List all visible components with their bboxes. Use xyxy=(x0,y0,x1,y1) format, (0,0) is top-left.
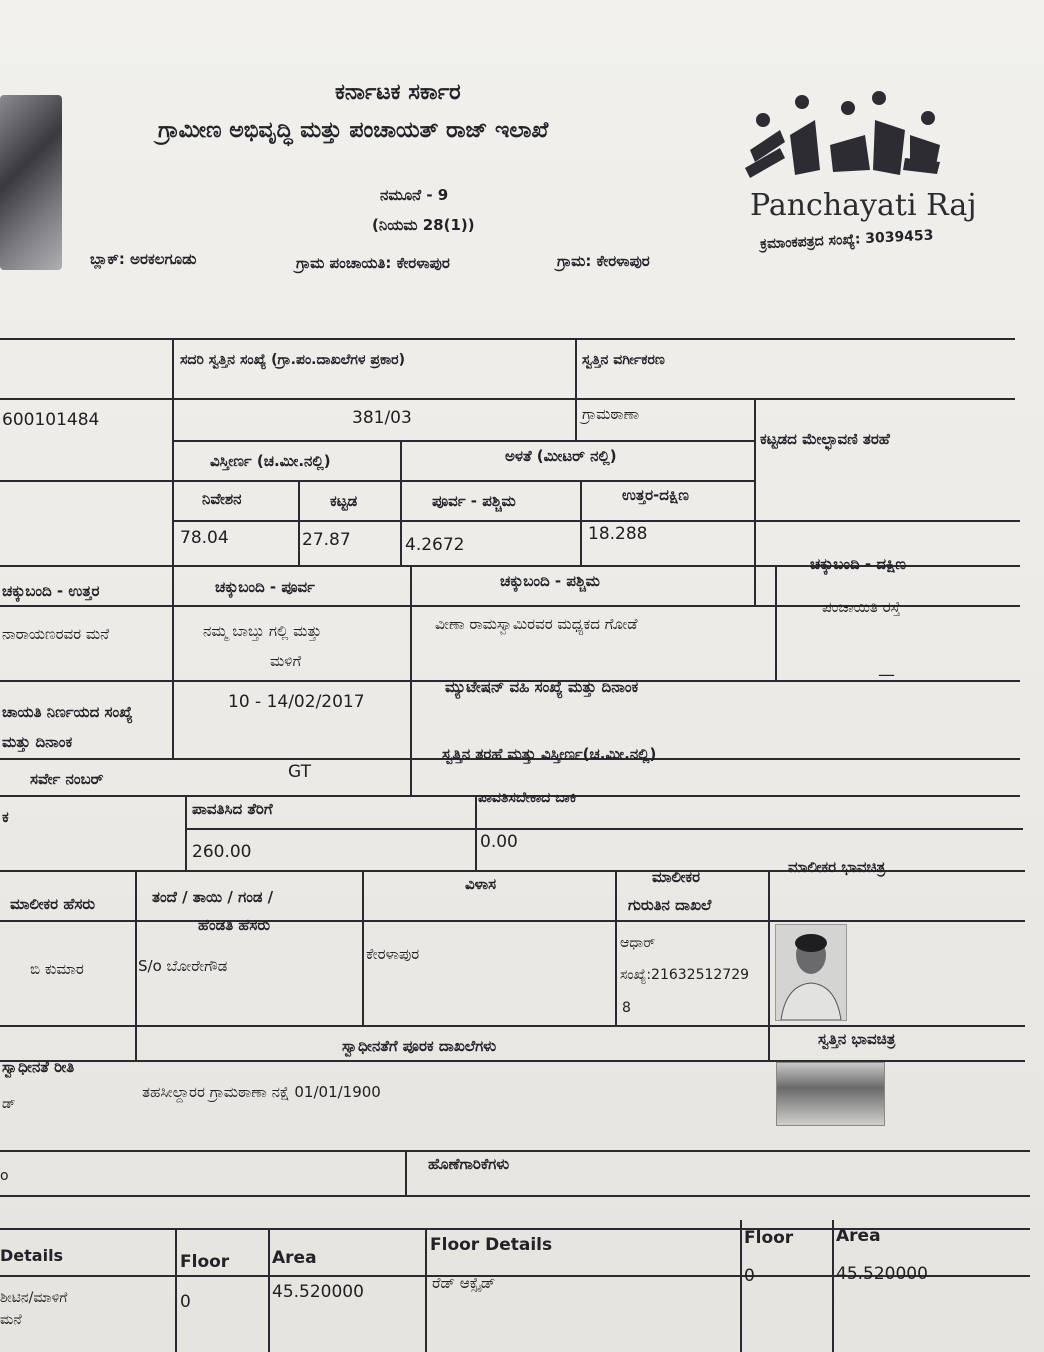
area-value-left: 45.520000 xyxy=(272,1282,364,1302)
tax-paid-label: ಪಾವತಿಸಿದ ತೆರಿಗೆ xyxy=(192,800,273,818)
property-number-value: 381/03 xyxy=(352,408,412,428)
tax-paid-value: 260.00 xyxy=(192,842,252,862)
floor-value-right: 0 xyxy=(744,1266,755,1286)
rule-line xyxy=(172,440,754,442)
site-label: ನಿವೇಶನ xyxy=(202,490,242,508)
mutation-label: ಮ್ಯುಟೇಷನ್ ವಹಿ ಸಂಖ್ಯೆ ಮತ್ತು ದಿನಾಂಕ xyxy=(445,678,639,696)
resolution-label-line2: ಮತ್ತು ದಿನಾಂಕ xyxy=(2,733,73,751)
floor-detail-value-left-line1: ಶೀಟಿನ/ಮಾಳಿಗೆ xyxy=(0,1290,68,1306)
boundary-west-value: ವೀಣಾ ರಾಮಸ್ವಾಮಿರವರ ಮಧ್ಯಕದ ಗೋಡೆ xyxy=(435,615,638,633)
property-type-area-label: ಸ್ವತ್ತಿನ ತರಹೆ ಮತ್ತು ವಿಸ್ತೀರ್ಣ(ಚ.ಮೀ.ನಲ್ಲಿ) xyxy=(442,745,657,763)
mutation-value: — xyxy=(878,665,895,685)
area-value-right: 45.520000 xyxy=(836,1264,928,1284)
boundary-west-label: ಚಕ್ಕುಬಂದಿ - ಪಶ್ಚಿಮ xyxy=(500,572,600,590)
block-name: ಬ್ಲಾಕ್: ಅರಕಲಗೂಡು xyxy=(90,250,197,268)
rule-line xyxy=(185,828,1023,830)
resolution-value: 10 - 14/02/2017 xyxy=(228,692,365,712)
ownership-docs-value: ತಹಸೀಲ್ದಾರರ ಗ್ರಾಮಠಾಣಾ ನಕ್ಷೆ 01/01/1900 xyxy=(142,1083,381,1101)
property-photo xyxy=(776,1062,885,1126)
building-area-value: 27.87 xyxy=(302,530,351,550)
ownership-mode-label: ಸ್ವಾಧೀನತೆ ರೀತಿ xyxy=(2,1058,75,1076)
owner-id-label-line1: ಮಾಲೀಕರ xyxy=(652,868,701,886)
rule-line xyxy=(768,870,770,1060)
floor-detail-value-left-line2: ಮನೆ xyxy=(0,1312,22,1328)
owner-photo-label: ಮಾಲೀಕರ ಭಾವಚಿತ್ರ xyxy=(788,858,886,876)
classification-label: ಸ್ವತ್ತಿನ ವರ್ಗೀಕರಣ xyxy=(582,352,665,368)
rule-line xyxy=(0,920,1025,922)
rule-line xyxy=(135,870,137,1060)
header-department: ಗ್ರಾಮೀಣ ಅಭಿವೃದ್ಧಿ ಮತ್ತು ಪಂಚಾಯತ್ ರಾಜ್ ಇಲಾಖೆ xyxy=(158,118,549,143)
rule-line xyxy=(0,480,754,482)
tax-due-label: ಪಾವತಿಸಬೇಕಾದ ಬಾಕಿ xyxy=(478,790,577,806)
rule-line xyxy=(410,680,412,795)
owner-name-value: ಬಿ ಕುಮಾರ xyxy=(30,960,84,978)
tax-due-value: 0.00 xyxy=(480,832,518,852)
east-west-value: 4.2672 xyxy=(405,535,465,555)
floor-detail-value-right: ರೆಡ್ ಆಕ್ಸೈಡ್ xyxy=(432,1274,496,1292)
relation-value: S/o ಬೋರೇಗೌಡ xyxy=(138,957,228,975)
ownership-mode-value: ಡ್ xyxy=(2,1096,16,1112)
rule-line xyxy=(0,1025,1025,1027)
floor-label-right: Floor xyxy=(744,1228,794,1248)
boundary-east-value-line2: ಮಳಿಗೆ xyxy=(270,652,302,670)
rule-line xyxy=(0,1195,1030,1197)
area-label-left: Area xyxy=(272,1248,317,1268)
rule-line xyxy=(575,338,577,440)
property-id-value: 600101484 xyxy=(2,410,100,430)
survey-number-label: ಸರ್ವೇ ನಂಬರ್ xyxy=(30,770,104,788)
boundary-south-value: ಪಂಚಾಯಿತಿ ರಸ್ತೆ xyxy=(822,598,901,616)
rule-line xyxy=(268,1228,270,1352)
rule-line xyxy=(405,1150,407,1195)
floor-details-label-left: Details xyxy=(0,1246,64,1265)
liabilities-left-value: o xyxy=(0,1168,9,1184)
ownership-docs-label: ಸ್ವಾಧೀನತೆಗೆ ಪೂರಕ ದಾಖಲೆಗಳು xyxy=(342,1037,497,1055)
rule-line xyxy=(425,1228,427,1352)
rule-line xyxy=(175,1228,177,1352)
boundary-north-value: ನಾರಾಯಣರವರ ಮನೆ xyxy=(2,625,110,643)
boundary-east-value-line1: ನಮ್ಮ ಬಾಬ್ತು ಗಲ್ಲಿ ಮತ್ತು xyxy=(203,622,322,640)
serial-number: ಕ್ರಮಾಂಕಪತ್ರದ ಸಂಖ್ಯೆ: 3039453 xyxy=(759,227,934,253)
resolution-label-line1: ಚಾಯತಿ ನಿರ್ಣಯದ ಸಂಖ್ಯೆ xyxy=(2,703,133,721)
classification-value: ಗ್ರಾಮಠಾಣಾ xyxy=(582,405,640,423)
boundary-south-label: ಚಕ್ಕುಬಂದಿ - ದಕ್ಷಿಣ xyxy=(810,555,907,573)
rule-line xyxy=(0,1150,1030,1152)
property-number-label: ಸದರಿ ಸ್ವತ್ತಿನ ಸಂಖ್ಯೆ (ಗ್ರಾ.ಪಂ.ದಾಖಲೆಗಳ ಪ್ರಕಾರ) xyxy=(180,352,405,368)
gram-panchayat-name: ಗ್ರಾಮ ಪಂಚಾಯತಿ: ಕೇರಳಾಪುರ xyxy=(296,254,450,272)
liabilities-label: ಹೊಣೆಗಾರಿಕೆಗಳು xyxy=(428,1155,510,1173)
address-value: ಕೇರಳಾಪುರ xyxy=(366,945,420,963)
east-west-label: ಪೂರ್ವ - ಪಶ್ಚಿಮ xyxy=(432,492,516,510)
rule-line xyxy=(775,565,777,680)
form-rule: (ನಿಯಮ 28(1)) xyxy=(372,216,475,234)
north-south-value: 18.288 xyxy=(588,524,648,544)
rule-line xyxy=(832,1220,834,1352)
owner-photo xyxy=(775,924,847,1021)
owner-id-value-line3: 8 xyxy=(622,1000,631,1016)
rule-line xyxy=(0,338,1015,340)
rule-line xyxy=(172,338,174,758)
site-area-value: 78.04 xyxy=(180,528,229,548)
building-label: ಕಟ್ಟಡ xyxy=(330,492,358,510)
roof-type-header: ಕಟ್ಟಡದ ಮೇಲ್ಛಾವಣಿ ತರಹೆ xyxy=(760,430,890,448)
address-label: ವಿಳಾಸ xyxy=(465,875,497,893)
relation-label-line1: ತಂದೆ / ತಾಯಿ / ಗಂಡ / xyxy=(152,888,274,906)
form-number: ನಮೂನೆ - 9 xyxy=(380,186,449,204)
property-photo-label: ಸ್ವತ್ತಿನ ಭಾವಚಿತ್ರ xyxy=(818,1030,896,1048)
rule-line xyxy=(0,398,1015,400)
rule-line xyxy=(400,440,402,565)
brand-name: Panchayati Raj xyxy=(750,188,977,223)
panchayati-raj-logo-icon xyxy=(745,90,945,180)
rule-line xyxy=(615,870,617,1025)
boundary-east-label: ಚಕ್ಕುಬಂದಿ - ಪೂರ್ವ xyxy=(215,578,315,596)
floor-label-left: Floor xyxy=(180,1252,230,1272)
rule-line xyxy=(298,480,300,565)
village-name: ಗ್ರಾಮ: ಕೇರಳಾಪುರ xyxy=(557,252,650,270)
header-title: ಕರ್ನಾಟಕ ಸರ್ಕಾರ xyxy=(335,80,461,105)
measurement-header: ಅಳತೆ (ಮೀಟರ್ ನಲ್ಲಿ) xyxy=(505,447,617,465)
rule-line xyxy=(580,480,582,565)
owner-id-value-line2: ಸಂಖ್ಯೆ:21632512729 xyxy=(620,967,750,983)
area-header: ವಿಸ್ತೀರ್ಣ (ಚ.ಮೀ.ನಲ್ಲಿ) xyxy=(210,452,331,470)
tax-row-label: ಕ xyxy=(2,808,9,826)
state-emblem-icon xyxy=(0,95,62,270)
survey-number-value: GT xyxy=(288,762,311,782)
rule-line xyxy=(410,565,412,680)
rule-line xyxy=(740,1220,742,1352)
rule-line xyxy=(362,870,364,1025)
owner-name-label: ಮಾಲೀಕರ ಹೆಸರು xyxy=(10,895,96,913)
area-label-right: Area xyxy=(836,1226,881,1246)
owner-id-label-line2: ಗುರುತಿನ ದಾಖಲೆ xyxy=(628,896,712,914)
rule-line xyxy=(185,795,187,870)
north-south-label: ಉತ್ತರ-ದಕ್ಷಿಣ xyxy=(622,486,689,504)
boundary-north-label: ಚಕ್ಕುಬಂದಿ - ಉತ್ತರ xyxy=(2,582,100,600)
rule-line xyxy=(475,795,477,870)
owner-id-value-line1: ಆಧಾರ್ xyxy=(620,935,656,951)
floor-value-left: 0 xyxy=(180,1292,191,1312)
floor-details-label-right: Floor Details xyxy=(430,1235,553,1255)
rule-line xyxy=(754,398,756,605)
relation-label-line2: ಹೆಂಡತಿ ಹೆಸರು xyxy=(198,916,271,934)
